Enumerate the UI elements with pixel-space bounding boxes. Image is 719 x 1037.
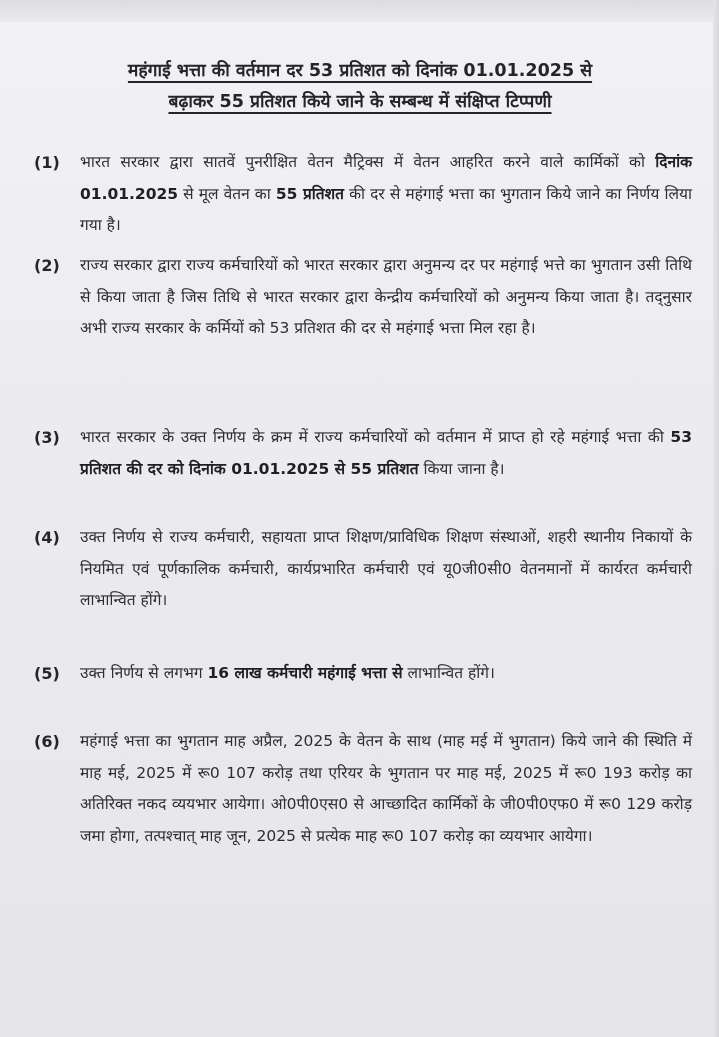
text-run: उक्त निर्णय से राज्य कर्मचारी, सहायता प्राप्त शिक्षण/प्राविधिक शिक्षण संस्थाओं, शहरी स्थानीय निकायों के नियमित एवं पूर्णकालिक कर्मचारी, कार्यप्रभारित कर्मचारी एवं यू0जी0सी0 वेतनमानों में कार्यरत कर्मचारी लाभान्वित होंगे। <box>80 528 692 609</box>
paragraph-number: (6) <box>34 732 60 751</box>
bold-text-run: दिनांक 01.01.2025 <box>80 153 692 203</box>
text-run: की दर से महंगाई भत्ता का भुगतान किये जाने का निर्णय लिया गया है। <box>80 184 692 234</box>
paragraph-text <box>80 147 692 242</box>
bold-text-run: 55 प्रतिशत <box>275 184 345 203</box>
text-run: महंगाई भत्ता का भुगतान माह अप्रैल, 2025 के वेतन के साथ (माह मई में भुगतान) किये जाने की स्थिति में माह मई, 2025 में रू0 107 करोड़ तथा एरियर के भुगतान पर माह मई, 2025 में रू0 193 करोड़ का अतिरिक्त नकद व्ययभार आयेगा। ओ0पी0एस0 से आच्छादित कार्मिकों के जी0पी0एफ0 में रू0 129 करोड़ जमा होगा, तत्पश्चात् माह जून, 2025 से प्रत्येक माह रू0 107 करोड़ का व्ययभार आयेगा। <box>80 732 692 845</box>
paragraph-number: (5) <box>34 664 60 683</box>
text-run: लाभान्वित होंगे। <box>402 664 495 682</box>
title-line-1: महंगाई भत्ता की वर्तमान दर 53 प्रतिशत को दिनांक 01.01.2025 से <box>127 61 593 81</box>
bold-text-run: 53 प्रतिशत की दर को दिनांक 01.01.2025 से 55 प्रतिशत <box>80 428 692 478</box>
document-title <box>40 56 680 118</box>
text-run: राज्य सरकार द्वारा राज्य कर्मचारियों को भारत सरकार द्वारा अनुमन्य दर पर महंगाई भत्ते का भुगतान उसी तिथि से किया जाता है जिस तिथि से भारत सरकार द्वारा केन्द्रीय कर्मचारियों को अनुमन्य किया जाता है। तद्नुसार अभी राज्य सरकार के कर्मियों को 53 प्रतिशत की दर से महंगाई भत्ता मिल रहा है। <box>80 256 692 337</box>
page-right-edge <box>713 0 719 1037</box>
bold-text-run: 16 लाख कर्मचारी महंगाई भत्ता से <box>207 664 403 682</box>
paragraph-text <box>80 726 692 852</box>
text-run: भारत सरकार द्वारा सातवें पुनरीक्षित वेतन मैट्रिक्स में वेतन आहरित करने वाले कार्मिकों को <box>80 153 656 171</box>
paragraph-text <box>80 658 692 690</box>
paragraph-number: (3) <box>34 428 60 447</box>
text-run: उक्त निर्णय से लगभग <box>80 664 208 682</box>
paragraph-text <box>80 250 692 345</box>
text-run: किया जाना है। <box>418 459 505 478</box>
paragraph-number: (4) <box>34 528 60 547</box>
paragraph-text <box>80 422 692 485</box>
paragraph-text <box>80 522 692 617</box>
text-run: भारत सरकार के उक्त निर्णय के क्रम में राज्य कर्मचारियों को वर्तमान में प्राप्त हो रहे महंगाई भत्ता की <box>80 428 671 446</box>
title-line-2: बढ़ाकर 55 प्रतिशत किये जाने के सम्बन्ध में संक्षिप्त टिप्पणी <box>168 92 552 112</box>
page-top-edge <box>0 0 719 22</box>
paragraph-number: (2) <box>34 256 60 275</box>
paragraph-number: (1) <box>34 153 60 172</box>
text-run: से मूल वेतन का <box>178 184 276 203</box>
